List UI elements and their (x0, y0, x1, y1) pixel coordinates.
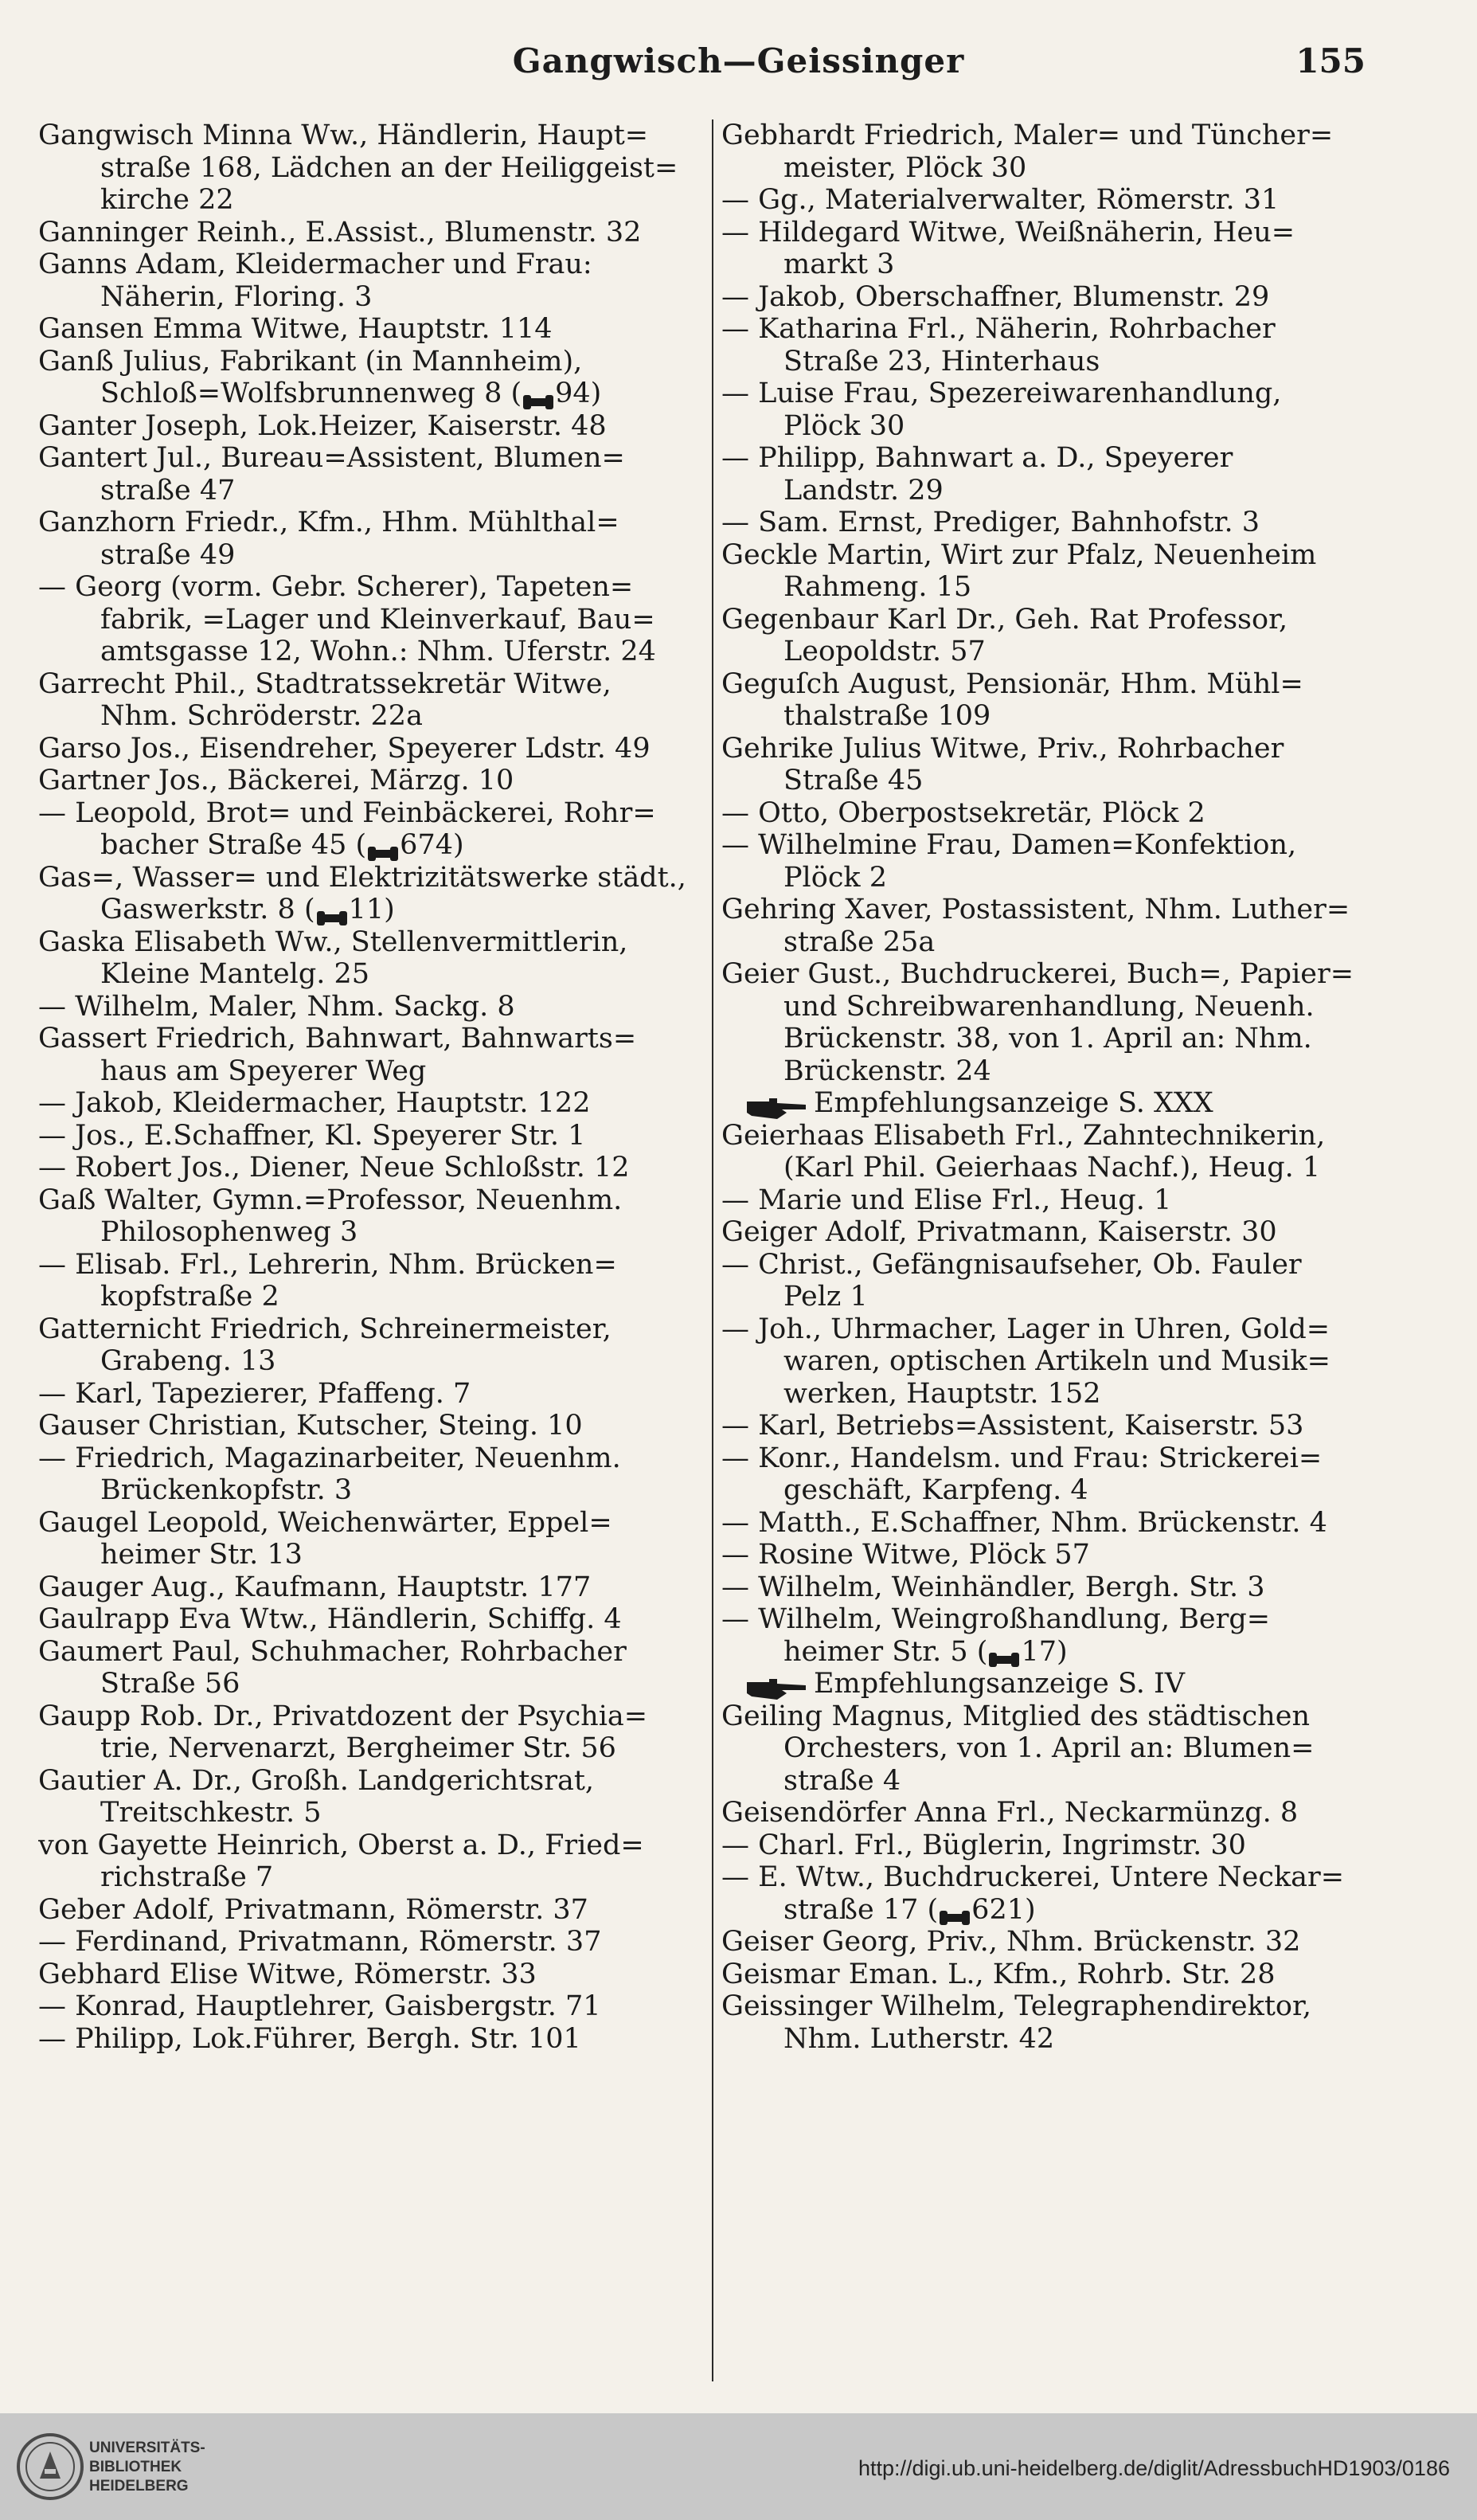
entry-text: Geisendörfer Anna Frl., Neckarmünzg. 8 (721, 1797, 1299, 1829)
entry-text: — Matth., E.Schaffner, Nhm. Brückenstr. 4 (721, 1506, 1327, 1539)
entry-text: haus am Speyerer Weg (100, 1055, 427, 1087)
entry-continuation (721, 410, 1398, 443)
directory-entry (38, 1926, 715, 1958)
entry-text: Gaulrapp Eva Wtw., Händlerin, Schiffg. 4 (38, 1603, 622, 1635)
entry-text: Nhm. Schröderstr. 22a (100, 700, 423, 732)
entry-text: Gaumert Paul, Schuhmacher, Rohrbacher (38, 1635, 627, 1668)
entry-text: Gartner Jos., Bäckerei, Märzg. 10 (38, 765, 514, 796)
directory-entry (721, 1120, 1398, 1152)
entry-text: Gantert Jul., Bureau=Assistent, Blumen= (38, 442, 625, 474)
entry-text: — Philipp, Lok.Führer, Bergh. Str. 101 (38, 2022, 581, 2055)
entry-text: — Rosine Witwe, Plöck 57 (721, 1539, 1090, 1571)
directory-entry (721, 1958, 1398, 1991)
entry-text: Straße 45 (783, 765, 924, 796)
entry-text: trie, Nervenarzt, Bergheimer Str. 56 (100, 1732, 616, 1764)
entry-text: Plöck 30 (783, 409, 905, 442)
entry-continuation (38, 1539, 715, 1571)
entry-text: — Konrad, Hauptlehrer, Gaisbergstr. 71 (38, 1990, 601, 2022)
entry-text: — Karl, Tapezierer, Pfaffeng. 7 (38, 1377, 471, 1410)
directory-entry (38, 926, 715, 959)
directory-entry (721, 1249, 1398, 1282)
entry-continuation (721, 991, 1398, 1023)
pointing-hand-icon (745, 1675, 807, 1696)
directory-entry (38, 1378, 715, 1411)
entry-text: — Joh., Uhrmacher, Lager in Uhren, Gold= (721, 1313, 1330, 1345)
directory-entry (38, 217, 715, 249)
entry-text: Gaß Walter, Gymn.=Professor, Neuenhm. (38, 1184, 623, 1216)
entry-text: Geber Adolf, Privatmann, Römerstr. 37 (38, 1893, 588, 1926)
entry-text: — Konr., Handelsm. und Frau: Strickerei= (721, 1442, 1323, 1474)
entry-text: geschäft, Karpfeng. 4 (783, 1474, 1088, 1506)
directory-entry (721, 1184, 1398, 1217)
entry-continuation (721, 1281, 1398, 1313)
entry-text: straße 4 (783, 1764, 901, 1797)
directory-entry (38, 1958, 715, 1991)
entry-text: Brückenstr. 24 (783, 1055, 991, 1087)
entry-text: — Christ., Gefängnisaufseher, Ob. Fauler (721, 1248, 1302, 1281)
entry-continuation (38, 281, 715, 314)
column-divider (712, 119, 713, 2381)
entry-text: bacher Straße 45 ( (100, 829, 367, 861)
entry-text: Gatternicht Friedrich, Schreinermeister, (38, 1313, 612, 1345)
entry-text: Gebhard Elise Witwe, Römerstr. 33 (38, 1958, 537, 1990)
entry-text: Ganter Joseph, Lok.Heizer, Kaiserstr. 48 (38, 409, 607, 442)
entry-text: — Jakob, Kleidermacher, Hauptstr. 122 (38, 1087, 591, 1119)
entry-text: — Marie und Elise Frl., Heug. 1 (721, 1184, 1172, 1216)
entry-text: meister, Plöck 30 (783, 151, 1027, 184)
directory-entry (38, 1023, 715, 1055)
entry-continuation (721, 152, 1398, 185)
directory-entry (721, 894, 1398, 926)
directory-entry (38, 1313, 715, 1346)
entry-continuation (721, 2023, 1398, 2056)
entry-text: thalstraße 109 (783, 700, 991, 732)
entry-text: — Gg., Materialverwalter, Römerstr. 31 (721, 184, 1280, 216)
entry-text: heimer Str. 13 (100, 1539, 303, 1571)
entry-text: — Friedrich, Magazinarbeiter, Neuenhm. (38, 1442, 621, 1474)
directory-entry (38, 410, 715, 443)
directory-entry (721, 539, 1398, 572)
entry-continuation (721, 636, 1398, 668)
entry-text: straße 49 (100, 538, 236, 571)
directory-entry (721, 1700, 1398, 1733)
entry-text: Geiser Georg, Priv., Nhm. Brückenstr. 32 (721, 1926, 1301, 1958)
directory-entry (721, 733, 1398, 765)
entry-continuation (721, 1345, 1398, 1378)
entry-text: Geismar Eman. L., Kfm., Rohrb. Str. 28 (721, 1958, 1276, 1990)
entry-text: Brückenstr. 38, von 1. April an: Nhm. (783, 1023, 1312, 1055)
telephone-icon (368, 838, 398, 855)
directory-entry (721, 1313, 1398, 1346)
entry-continuation (38, 378, 715, 410)
directory-entry (721, 1797, 1398, 1829)
entry-continuation (38, 958, 715, 991)
directory-entry (38, 765, 715, 797)
advertisement-reference (721, 1668, 1398, 1700)
library-name-line: UNIVERSITÄTS- (89, 2440, 205, 2456)
entry-text: Geiling Magnus, Mitglied des städtischen (721, 1700, 1310, 1732)
entry-continuation (38, 1055, 715, 1088)
directory-entry (721, 507, 1398, 539)
entry-text: — Otto, Oberpostsekretär, Plöck 2 (721, 796, 1205, 829)
entry-continuation (721, 475, 1398, 507)
directory-entry (38, 862, 715, 894)
entry-text: — Robert Jos., Diener, Neue Schloßstr. 12 (38, 1152, 630, 1184)
entry-text: — Jakob, Oberschaffner, Blumenstr. 29 (721, 280, 1270, 313)
directory-entry (38, 1894, 715, 1927)
library-name (89, 2439, 205, 2496)
entry-continuation (38, 539, 715, 572)
directory-entry (721, 1603, 1398, 1636)
directory-entry (721, 1861, 1398, 1894)
right-column (721, 119, 1398, 2055)
entry-text: — Charl. Frl., Büglerin, Ingrimstr. 30 (721, 1829, 1246, 1861)
entry-continuation (38, 1861, 715, 1894)
entry-text: Grabeng. 13 (100, 1345, 276, 1377)
directory-entry (721, 313, 1398, 346)
entry-continuation (721, 862, 1398, 894)
page-number: 155 (1295, 41, 1366, 80)
entry-continuation (38, 1216, 715, 1249)
entry-text: richstraße 7 (100, 1861, 274, 1893)
directory-entry (38, 1603, 715, 1636)
directory-entry (721, 184, 1398, 217)
directory-entry (38, 1765, 715, 1798)
entry-text: Treitschkestr. 5 (100, 1797, 322, 1829)
directory-entry (38, 1990, 715, 2023)
directory-entry (721, 958, 1398, 991)
entry-continuation (38, 1797, 715, 1829)
entry-continuation (38, 700, 715, 733)
directory-entry (38, 119, 715, 152)
pointing-hand-icon (745, 1094, 807, 1115)
entry-text: Gautier A. Dr., Großh. Landgerichtsrat, (38, 1764, 595, 1797)
entry-continuation (721, 1378, 1398, 1411)
entry-text: Brückenkopfstr. 3 (100, 1474, 353, 1506)
entry-text: Gaugel Leopold, Weichenwärter, Eppel= (38, 1506, 612, 1539)
library-name-line: HEIDELBERG (89, 2478, 189, 2495)
entry-text: Garso Jos., Eisendreher, Speyerer Ldstr. 49 (38, 732, 651, 765)
directory-entry (38, 571, 715, 604)
entry-text: Gansen Emma Witwe, Hauptstr. 114 (38, 313, 553, 345)
entry-text: — Philipp, Bahnwart a. D., Speyerer (721, 442, 1233, 474)
entry-text: Garrecht Phil., Stadtratssekretär Witwe, (38, 667, 612, 700)
entry-text: Geierhaas Elisabeth Frl., Zahntechnikerin, (721, 1119, 1326, 1152)
directory-entry (38, 1249, 715, 1282)
telephone-icon (523, 386, 553, 404)
entry-continuation (721, 1636, 1398, 1669)
entry-text: Rahmeng. 15 (783, 571, 972, 603)
entry-text: Geguſch August, Pensionär, Hhm. Mühl= (721, 667, 1303, 700)
university-seal-icon (16, 2432, 84, 2501)
directory-entry (721, 668, 1398, 701)
entry-text: Gauger Aug., Kaufmann, Hauptstr. 177 (38, 1571, 592, 1603)
entry-text: Gauser Christian, Kutscher, Steing. 10 (38, 1410, 583, 1442)
entry-continuation (721, 571, 1398, 604)
entry-text: waren, optischen Artikeln und Musik= (783, 1345, 1331, 1377)
entry-text: Geckle Martin, Wirt zur Pfalz, Neuenheim (721, 538, 1317, 571)
entry-text: straße 47 (100, 474, 236, 507)
entry-continuation (721, 1474, 1398, 1507)
entry-text: Gangwisch Minna Ww., Händlerin, Haupt= (38, 119, 649, 151)
entry-text: von Gayette Heinrich, Oberst a. D., Fried= (38, 1829, 644, 1861)
entry-text: Landstr. 29 (783, 474, 944, 507)
entry-text: Ganninger Reinh., E.Assist., Blumenstr. 32 (38, 216, 642, 248)
telephone-number: 94) (555, 378, 602, 409)
entry-text: Ganzhorn Friedr., Kfm., Hhm. Mühlthal= (38, 507, 619, 538)
entry-text: heimer Str. 5 ( (783, 1635, 988, 1668)
entry-text: straße 17 ( (783, 1893, 939, 1926)
directory-entry (721, 1539, 1398, 1571)
entry-text: — Georg (vorm. Gebr. Scherer), Tapeten= (38, 571, 634, 603)
entry-text: Empfehlungsanzeige S. XXX (814, 1087, 1213, 1119)
entry-text: Straße 23, Hinterhaus (783, 345, 1100, 378)
entry-continuation (38, 152, 715, 185)
entry-text: Leopoldstr. 57 (783, 636, 986, 667)
directory-columns (38, 119, 1441, 2381)
directory-entry (721, 442, 1398, 475)
entry-continuation (38, 636, 715, 668)
entry-text: Orchesters, von 1. April an: Blumen= (783, 1732, 1315, 1764)
entry-continuation (38, 1732, 715, 1765)
entry-text: — E. Wtw., Buchdruckerei, Untere Neckar= (721, 1861, 1345, 1893)
entry-continuation (721, 1894, 1398, 1927)
entry-text: Geissinger Wilhelm, Telegraphendirektor, (721, 1990, 1311, 2022)
directory-entry (721, 797, 1398, 830)
directory-entry (721, 829, 1398, 862)
telephone-number: 17) (1021, 1635, 1068, 1668)
left-column (38, 119, 715, 2055)
directory-entry (38, 1507, 715, 1540)
directory-entry (721, 1990, 1398, 2023)
directory-entry (38, 2023, 715, 2056)
entry-text: — Katharina Frl., Näherin, Rohrbacher (721, 313, 1276, 345)
directory-entry (38, 248, 715, 281)
directory-entry (721, 119, 1398, 152)
entry-continuation (721, 1023, 1398, 1055)
directory-entry (721, 378, 1398, 410)
entry-text: Geiger Adolf, Privatmann, Kaiserstr. 30 (721, 1216, 1277, 1248)
directory-entry (721, 1216, 1398, 1249)
entry-continuation (721, 248, 1398, 281)
entry-continuation (38, 475, 715, 507)
entry-continuation (721, 700, 1398, 733)
directory-entry (38, 1571, 715, 1604)
entry-text: Plöck 2 (783, 861, 888, 894)
entry-text: — Leopold, Brot= und Feinbäckerei, Rohr= (38, 796, 656, 829)
footer-bar (0, 2413, 1477, 2520)
directory-entry (38, 733, 715, 765)
directory-entry (721, 1410, 1398, 1442)
directory-entry (38, 1184, 715, 1217)
directory-entry (38, 1152, 715, 1184)
entry-text: Nhm. Lutherstr. 42 (783, 2022, 1055, 2055)
entry-text: markt 3 (783, 248, 895, 280)
entry-text: — Luise Frau, Spezereiwarenhandlung, (721, 378, 1282, 409)
directory-entry (38, 1636, 715, 1669)
directory-entry (38, 1829, 715, 1862)
directory-entry (721, 1926, 1398, 1958)
entry-text: Geier Gust., Buchdruckerei, Buch=, Papier= (721, 958, 1354, 990)
directory-entry (38, 797, 715, 830)
entry-text: Empfehlungsanzeige S. IV (814, 1668, 1186, 1700)
directory-entry (721, 604, 1398, 636)
entry-text: fabrik, =Lager und Kleinverkauf, Bau= (100, 603, 655, 636)
entry-continuation (721, 926, 1398, 959)
entry-continuation (38, 894, 715, 926)
telephone-number: 674) (400, 829, 464, 861)
directory-entry (721, 217, 1398, 249)
entry-text: straße 168, Lädchen an der Heiliggeist= (100, 151, 678, 184)
directory-entry (721, 281, 1398, 314)
entry-text: Gaska Elisabeth Ww., Stellenvermittlerin, (38, 925, 628, 958)
entry-continuation (38, 604, 715, 636)
entry-continuation (38, 829, 715, 862)
directory-entry (721, 1829, 1398, 1862)
entry-continuation (38, 1345, 715, 1378)
entry-text: Philosophenweg 3 (100, 1216, 358, 1248)
entry-text: Gas=, Wasser= und Elektrizitätswerke städt., (38, 861, 686, 894)
entry-text: — Wilhelm, Weinhändler, Bergh. Str. 3 (721, 1571, 1265, 1603)
entry-text: — Jos., E.Schaffner, Kl. Speyerer Str. 1 (38, 1119, 586, 1152)
directory-entry (721, 1507, 1398, 1540)
entry-text: Pelz 1 (783, 1281, 868, 1313)
page-title: Gangwisch—Geissinger (512, 41, 965, 80)
entry-text: werken, Hauptstr. 152 (783, 1377, 1101, 1410)
entry-text: Kleine Mantelg. 25 (100, 958, 370, 990)
entry-text: (Karl Phil. Geierhaas Nachf.), Heug. 1 (783, 1152, 1321, 1184)
directory-entry (721, 1571, 1398, 1604)
directory-entry (38, 346, 715, 378)
directory-entry (38, 1087, 715, 1120)
entry-continuation (38, 1474, 715, 1507)
entry-text: und Schreibwarenhandlung, Neuenh. (783, 990, 1315, 1023)
entry-text: — Wilhelm, Weingroßhandlung, Berg= (721, 1603, 1271, 1635)
entry-text: Ganß Julius, Fabrikant (in Mannheim), (38, 345, 583, 378)
entry-text: Schloß=Wolfsbrunnenweg 8 ( (100, 378, 522, 409)
entry-continuation (38, 1281, 715, 1313)
entry-text: Gehring Xaver, Postassistent, Nhm. Luther= (721, 894, 1350, 925)
entry-text: — Karl, Betriebs=Assistent, Kaiserstr. 53 (721, 1410, 1304, 1442)
entry-continuation (721, 346, 1398, 378)
entry-text: Gegenbaur Karl Dr., Geh. Rat Professor, (721, 603, 1288, 636)
source-url-link[interactable]: http://digi.ub.uni-heidelberg.de/diglit/AdressbuchHD1903/0186 (858, 2456, 1450, 2480)
entry-continuation (38, 1668, 715, 1700)
entry-continuation (38, 184, 715, 217)
entry-text: Straße 56 (100, 1668, 240, 1700)
telephone-number: 621) (971, 1893, 1036, 1926)
directory-entry (38, 668, 715, 701)
telephone-number: 11) (348, 894, 395, 925)
entry-text: — Ferdinand, Privatmann, Römerstr. 37 (38, 1926, 602, 1958)
entry-text: amtsgasse 12, Wohn.: Nhm. Uferstr. 24 (100, 636, 656, 667)
entry-continuation (721, 1732, 1398, 1765)
entry-text: kopfstraße 2 (100, 1281, 279, 1313)
entry-text: — Wilhelmine Frau, Damen=Konfektion, (721, 829, 1297, 861)
entry-text: — Elisab. Frl., Lehrerin, Nhm. Brücken= (38, 1248, 617, 1281)
directory-entry (38, 1442, 715, 1475)
directory-entry (38, 1700, 715, 1733)
entry-text: — Wilhelm, Maler, Nhm. Sackg. 8 (38, 990, 515, 1023)
directory-entry (38, 991, 715, 1023)
directory-entry (38, 1410, 715, 1442)
telephone-icon (317, 902, 347, 920)
directory-entry (38, 1120, 715, 1152)
entry-text: Gehrike Julius Witwe, Priv., Rohrbacher (721, 732, 1284, 765)
telephone-icon (940, 1902, 970, 1919)
entry-text: kirche 22 (100, 184, 234, 216)
entry-text: Gaswerkstr. 8 ( (100, 894, 315, 925)
entry-text: Ganns Adam, Kleidermacher und Frau: (38, 248, 592, 280)
entry-text: straße 25a (783, 925, 936, 958)
entry-text: Gaupp Rob. Dr., Privatdozent der Psychia= (38, 1700, 648, 1732)
directory-entry (721, 1442, 1398, 1475)
entry-text: — Hildegard Witwe, Weißnäherin, Heu= (721, 216, 1295, 248)
entry-text: — Sam. Ernst, Prediger, Bahnhofstr. 3 (721, 507, 1260, 538)
library-name-line: BIBLIOTHEK (89, 2459, 182, 2475)
directory-entry (38, 507, 715, 539)
directory-entry (38, 313, 715, 346)
entry-text: Näherin, Floring. 3 (100, 280, 373, 313)
advertisement-reference (721, 1087, 1398, 1120)
running-head (0, 41, 1477, 89)
entry-continuation (721, 1765, 1398, 1798)
directory-entry (38, 442, 715, 475)
entry-continuation (721, 765, 1398, 797)
telephone-icon (989, 1644, 1019, 1661)
entry-text: Gassert Friedrich, Bahnwart, Bahnwarts= (38, 1023, 637, 1055)
entry-continuation (721, 1055, 1398, 1088)
entry-continuation (721, 1152, 1398, 1184)
entry-text: Gebhardt Friedrich, Maler= und Tüncher= (721, 119, 1334, 151)
